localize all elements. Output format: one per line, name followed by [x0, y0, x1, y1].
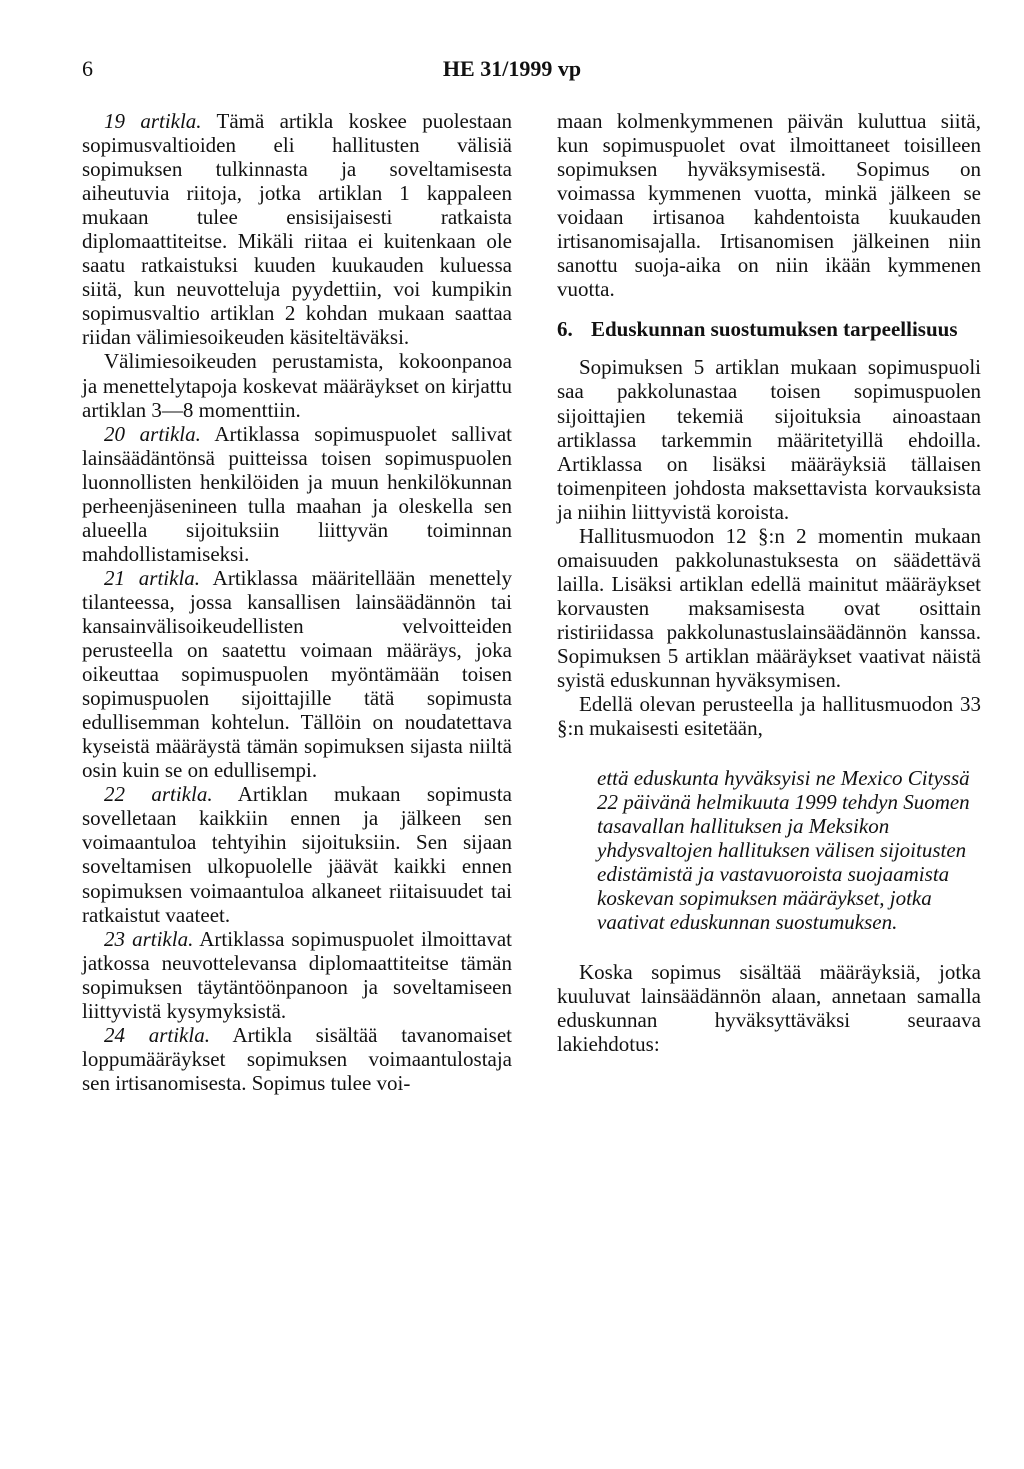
paragraph-article-19 — [82, 109, 512, 349]
paragraph-article-23 — [82, 927, 512, 1023]
paragraph-arbitration: Välimiesoikeuden perustamista, kokoonpanoa ja menettelytapoja koskevat määräykset on kirjattu artiklan 3—8 momenttiin. — [82, 349, 512, 422]
paragraph-text: Tämä artikla koskee puolestaan sopimusvaltioiden eli hallitusten välisiä sopimuksen tulkinnasta ja soveltamisesta aiheutuvia riitoja, jotka artiklan 1 kappaleen mukaan tulee ensisijaisesti ratkaista diplomaattiteitse. Mikäli riitaa ei kuitenkaan ole saatu ratkaistuksi kuuden kuukauden kuluessa siitä, kun neuvotteluja pyydettiin, voi kumpikin sopimusvaltio artiklan 2 kohdan mukaan saattaa riidan välimiesoikeuden käsiteltäväksi. — [82, 109, 512, 350]
article-label: 23 artikla. — [104, 926, 194, 951]
paragraph-continuation: maan kolmenkymmenen päivän kuluttua siitä, kun sopimuspuolet ovat ilmoittaneet toisilleen sopimuksen hyväksymisestä. Sopimus on voimassa kymmenen vuotta, minkä jälkeen se voidaan irtisanoa kahdentoista kuukauden irtisanomisajalla. Irtisanomisen jälkeinen niin sanottu suoja-aika on niin ikään kymmenen vuotta. — [557, 109, 981, 302]
article-label: 22 artikla. — [104, 782, 213, 807]
paragraph-article-24 — [82, 1023, 512, 1095]
paragraph-text: Artiklassa sopimuspuolet sallivat lainsäädäntönsä puitteissa toisen sopimuspuolen luonnollisten henkilöiden ja muun henkilökunnan perheenjäsenineen tulla maahan ja oleskella sen alueella sijoituksiin liittyvän toiminnan mahdollistamiseksi. — [82, 421, 512, 566]
paragraph-text: Artiklassa määritellään menettely tilanteessa, jossa kansallisen lainsäädännön tai kansainvälisoikeudellisten velvoitteiden perusteella on saatettu voimaan määräys, joka oikeuttaa sopimuspuolen myöntämään toisen sopimuspuolen sijoittajille tätä sopimusta edullisemman kohtelun. Tällöin on noudatettava kyseistä määräystä tämän sopimuksen sijasta niiltä osin kuin se on edullisempi. — [82, 565, 512, 783]
proposal-statement: että eduskunta hyväksyisi ne Mexico Cityssä 22 päivänä helmikuuta 1999 tehdyn Suomen tasavallan hallituksen ja Meksikon yhdysvaltojen hallituksen välisen sijoitusten edistämistä ja vastavuoroista suojaamista koskevan sopimuksen määräykset, jotka vaativat eduskunnan suostumuksen. — [597, 766, 970, 935]
paragraph-article-22 — [82, 782, 512, 926]
paragraph-closing: Koska sopimus sisältää määräyksiä, jotka kuuluvat lainsäädännön alaan, annetaan samalla eduskunnan hyväksyttäväksi seuraava lakiehdotus: — [557, 960, 981, 1057]
section-title: Eduskunnan suostumuksen tarpeellisuus — [591, 317, 958, 342]
paragraph-constitution: Hallitusmuodon 12 §:n 2 momentin mukaan omaisuuden pakkolunastuksesta on säädettävä lailla. Lisäksi artiklan edellä mainitut määräykset korvausten maksamisesta ovat osittain ristiriidassa pakkolunastuslainsäädännön kanssa. Sopimuksen 5 artiklan määräykset vaativat näistä syistä eduskunnan hyväksymisen. — [557, 523, 981, 693]
paragraph-text: Artiklan mukaan sopimusta sovelletaan kaikkiin ennen ja jälkeen sen voimaantuloa tehtyihin sijoituksiin. Sen sijaan soveltamisen ulkopuolelle jäävät kaikki ennen sopimuksen voimaantuloa alkaneet riitaisuudet tai ratkaistut vaateet. — [82, 782, 512, 927]
paragraph-text: Artiklassa sopimuspuolet ilmoittavat jatkossa neuvottelevansa diplomaattiteitse tämän sopimuksen täytäntöönpanoon ja soveltamiseen liittyvistä kysymyksistä. — [82, 926, 513, 1023]
page-header — [0, 56, 1024, 86]
paragraph-proposal-intro: Edellä olevan perusteella ja hallitusmuodon 33 §:n mukaisesti esitetään, — [557, 692, 981, 741]
document-id: HE 31/1999 vp — [442, 56, 582, 81]
page-number: 6 — [82, 56, 93, 81]
paragraph-expropriation: Sopimuksen 5 artiklan mukaan sopimuspuoli saa pakkolunastaa toisen sopimuspuolen sijoittajien tekemiä sijoituksia ainoastaan artiklassa tarkemmin määritetyillä ehdoilla. Artiklassa on lisäksi määräyksiä tällaisen toimenpiteen johdosta maksettavista korvauksista ja niihin liittyvistä koroista. — [557, 355, 981, 524]
article-label: 20 artikla. — [104, 421, 201, 446]
article-label: 24 artikla. — [104, 1022, 210, 1047]
article-label: 19 artikla. — [104, 109, 202, 133]
paragraph-article-20 — [82, 422, 512, 566]
left-column — [82, 109, 512, 1095]
paragraph-text: Artikla sisältää tavanomaiset loppumääräykset sopimuksen voimaantulostaja sen irtisanomisesta. Sopimus tulee voi- — [82, 1022, 512, 1095]
section-number: 6. — [557, 317, 573, 342]
section-heading — [557, 317, 981, 341]
paragraph-article-21 — [82, 566, 512, 782]
article-label: 21 artikla. — [104, 565, 201, 590]
right-column — [557, 109, 981, 1056]
